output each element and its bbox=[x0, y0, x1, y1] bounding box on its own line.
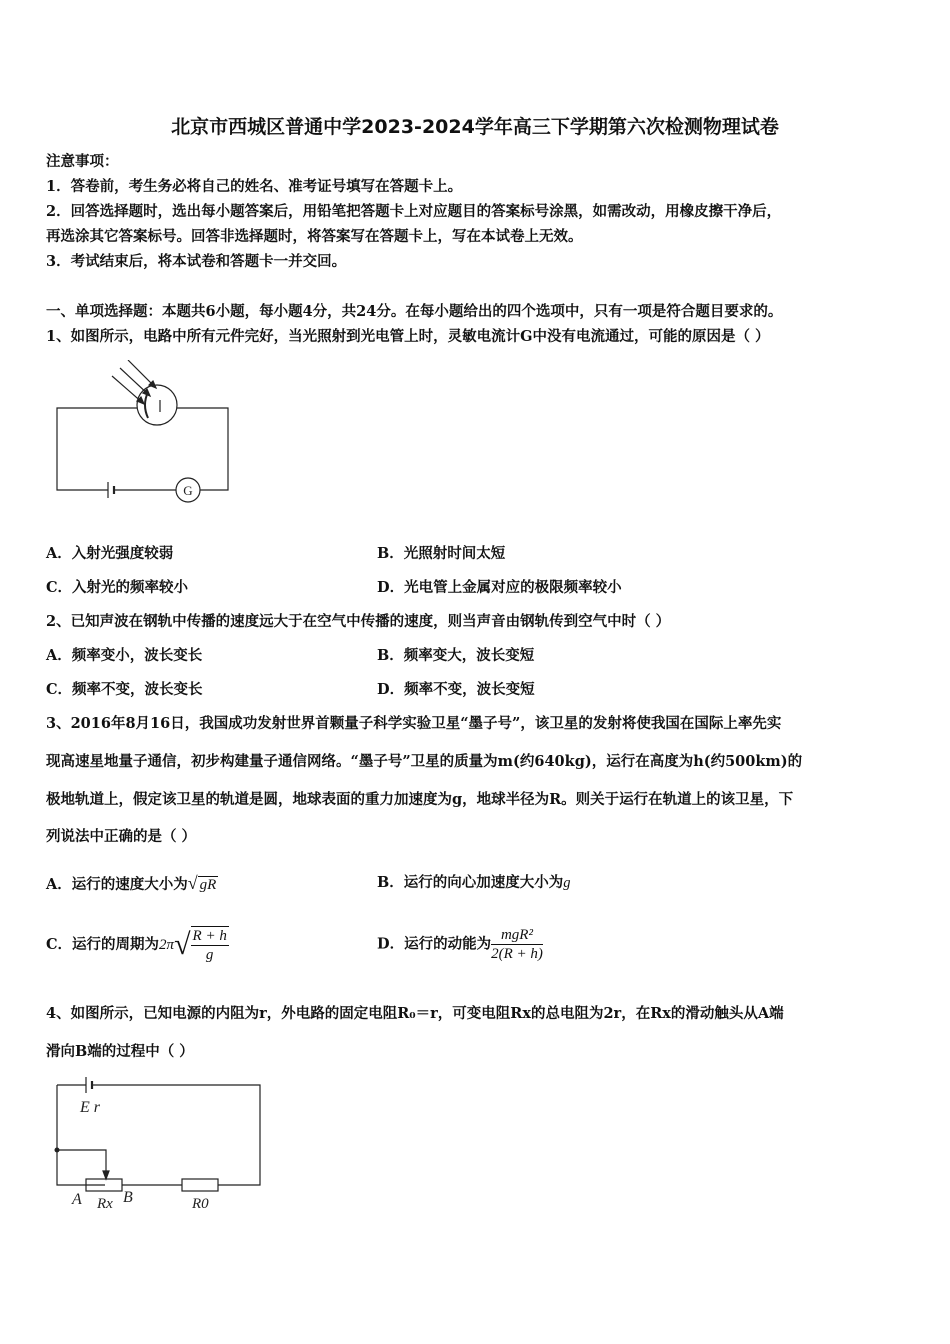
q1-option-d: D．光电管上金属对应的极限频率较小 bbox=[377, 579, 622, 596]
q3-option-a: A．运行的速度大小为√ gR bbox=[46, 873, 217, 893]
q1-option-b: B．光照射时间太短 bbox=[377, 545, 506, 562]
q2-option-b: B．频率变大，波长变短 bbox=[377, 647, 535, 664]
q3-option-a-label: A．运行的速度大小为 bbox=[46, 876, 188, 893]
q3-option-d-den: 2(R + h) bbox=[491, 946, 543, 962]
q2-option-a: A．频率变小，波长变长 bbox=[46, 647, 203, 664]
q2-stem: 2、已知声波在钢轨中传播的速度远大于在空气中传播的速度，则当声音由钢轨传到空气中时（ ） bbox=[46, 613, 671, 630]
q3-option-c-num: R + h bbox=[192, 928, 227, 944]
terminal-a-label: A bbox=[72, 1191, 82, 1208]
q1-stem: 1、如图所示，电路中所有元件完好，当光照射到光电管上时，灵敏电流计G中没有电流通过，可能的原因是（ ） bbox=[46, 328, 770, 345]
q3-line-1: 3、2016年8月16日，我国成功发射世界首颗量子科学实验卫星“墨子号”，该卫星的发射将使我国在国际上率先实 bbox=[46, 715, 782, 732]
q3-option-d-num: mgR² bbox=[491, 926, 543, 945]
q3-option-c: C．运行的周期为2π√ $\frac{R + h}{g}$ bbox=[46, 928, 227, 963]
q3-option-a-math: gR bbox=[199, 877, 217, 893]
page-title: 北京市西城区普通中学2023-2024学年高三下学期第六次检测物理试卷 bbox=[171, 116, 779, 138]
q3-option-d bbox=[377, 926, 543, 963]
q3-option-b-label: B．运行的向心加速度大小为 bbox=[377, 874, 564, 891]
q3-option-c-den: g bbox=[205, 947, 214, 963]
r0-label: R0 bbox=[192, 1196, 209, 1212]
notice-heading: 注意事项： bbox=[46, 153, 119, 170]
q4-line-1: 4、如图所示，已知电源的内阻为r，外电路的固定电阻R₀＝r，可变电阻Rx的总电阻为2r，在Rx的滑动触头从A端 bbox=[46, 1005, 784, 1022]
notice-item-2: 2．回答选择题时，选出每小题答案后，用铅笔把答题卡上对应题目的答案标号涂黑，如需改动，用橡皮擦干净后， bbox=[46, 203, 782, 220]
q3-option-b-math: g bbox=[563, 875, 571, 891]
terminal-b-label: B bbox=[123, 1189, 133, 1206]
q3-option-d-label: D．运行的动能为 bbox=[377, 935, 492, 953]
q3-option-c-coef: 2π bbox=[159, 937, 175, 953]
q4-circuit-diagram bbox=[50, 1070, 280, 1220]
q4-line-2: 滑向B端的过程中（ ） bbox=[46, 1043, 194, 1060]
q1-option-c: C．入射光的频率较小 bbox=[46, 579, 189, 596]
rx-label: Rx bbox=[97, 1196, 113, 1212]
notice-item-1: 1．答卷前，考生务必将自己的姓名、准考证号填写在答题卡上。 bbox=[46, 178, 463, 195]
galvanometer-label: G bbox=[183, 483, 193, 498]
notice-item-3: 3．考试结束后，将本试卷和答题卡一并交回。 bbox=[46, 253, 347, 270]
q1-circuit-diagram bbox=[50, 360, 240, 510]
section-heading: 一、单项选择题：本题共6小题，每小题4分，共24分。在每小题给出的四个选项中，只有一项是符合题目要求的。 bbox=[46, 303, 783, 320]
q2-option-c: C．频率不变，波长变长 bbox=[46, 681, 203, 698]
q3-line-4: 列说法中正确的是（ ） bbox=[46, 828, 197, 845]
q2-option-d: D．频率不变，波长变短 bbox=[377, 681, 535, 698]
q3-option-c-label: C．运行的周期为 bbox=[46, 936, 160, 953]
q3-line-2: 现高速星地量子通信，初步构建量子通信网络。“墨子号”卫星的质量为m(约640kg)，运行在高度为h(约500km)的 bbox=[46, 753, 803, 770]
q1-option-a: A．入射光强度较弱 bbox=[46, 545, 174, 562]
q3-line-3: 极地轨道上，假定该卫星的轨道是圆，地球表面的重力加速度为g，地球半径为R。则关于运行在轨道上的该卫星，下 bbox=[46, 791, 794, 808]
notice-item-2-cont: 再选涂其它答案标号。回答非选择题时，将答案写在答题卡上，写在本试卷上无效。 bbox=[46, 228, 583, 245]
source-label: E r bbox=[80, 1099, 100, 1116]
q3-option-b bbox=[377, 873, 571, 893]
